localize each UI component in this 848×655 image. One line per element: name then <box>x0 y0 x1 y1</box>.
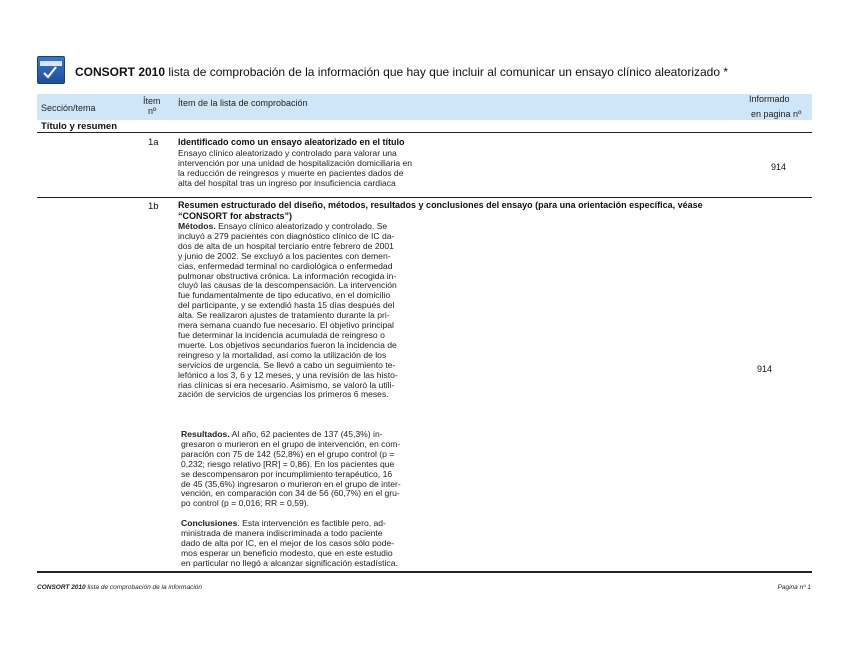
conclusions-text: . Esta intervención es factible pero, ad- ministrada de manera indiscriminada a todo paciente dado de alta por IC, en el mejor de los casos sólo pode- mos esperar un beneficio modesto, que en este estudio en particular no llegó a alcanzar significación estadística. <box>181 518 398 568</box>
page-title <box>75 65 728 79</box>
item-number: 1b <box>148 201 159 212</box>
title-rest: lista de comprobación de la información que hay que incluir al comunicar un ensayo clínico aleatorizado * <box>165 65 729 79</box>
col-reported-line1: Informado <box>749 94 790 104</box>
col-item-line1: Ítem <box>143 96 161 106</box>
section-title: Título y resumen <box>41 121 118 132</box>
table-header <box>37 94 812 120</box>
conclusions-paragraph <box>181 519 398 569</box>
title-bold: CONSORT 2010 <box>75 65 166 79</box>
footer-page: Pagina nº 1 <box>777 584 811 591</box>
divider <box>37 197 812 198</box>
item-heading-cont: “CONSORT for abstracts”) <box>178 211 293 221</box>
footer-left <box>37 584 202 591</box>
divider <box>37 132 812 133</box>
conclusions-label: Conclusiones <box>181 518 238 528</box>
item-heading: Resumen estructurado del diseño, métodos, resultados y conclusiones del ensayo (para una orientación específica, véase <box>178 200 703 210</box>
item-body: Ensayo clínico aleatorizado y controlado para valorar una intervención por una unidad de hospitalización domiciliaria en la reducción de reingresos y muerte en pacientes dados de alta del hospital tras un ingreso por insuficiencia cardiaca <box>178 148 413 188</box>
footer-bold: CONSORT 2010 <box>37 584 86 591</box>
table-bottom-border <box>37 571 812 573</box>
methods-paragraph <box>178 222 398 400</box>
col-item-line2: nº <box>148 106 157 116</box>
results-text: Al año, 62 pacientes de 137 (45,3%) in- gresaron o murieron en el grupo de intervención, en com- paración con 75 de 142 (52,8%) en el grupo control (p = 0,232; riesgo relativo [RR] = 0,86). En los pacientes que se descompensaron por incumplimiento terapéutico, 16 de 45 (35,6%) ingresaron o murieron en el grupo de inter- vención, en comparación con 34 de 56 (60,7%) en el gru- po control (p = 0,016; RR = 0,59). <box>181 429 401 509</box>
results-paragraph <box>181 430 401 509</box>
item-number: 1a <box>148 137 159 148</box>
col-checklist: Ítem de la lista de comprobación <box>178 98 308 108</box>
item-heading: Identificado como un ensayo aleatorizado en el título <box>178 137 405 147</box>
consort-logo-icon <box>37 56 65 84</box>
methods-text: Ensayo clínico aleatorizado y controlado. Se incluyó a 279 pacientes con diagnóstico clínico de IC da- dos de alta de un hospital terciario entre febrero de 2001 y junio de 2002. Se excluyó a los pacientes con demen- cias, enfermedad terminal no cardiológica o enfermedad pulmonar obstructiva crónica. La información recogida in- cluyó las causas de la descompensación. La intervención fue fundamentalmente de tipo educativo, en el domicilio del participante, y se extendió hasta 15 días después del alta. Se realizaron ajustes de tratamiento durante la pri- mera semana cuando fue necesario. El objetivo principal fue determinar la incidencia acumulada de reingreso o muerte. Los objetivos secundarios fueron la incidencia de reingreso y la mortalidad, así como la utilización de los servicios de urgencia. Se llevó a cabo un seguimiento te- lefónico a los 3, 6 y 12 meses, y una revisión de las histo- rias clínicas si era necesario. Asimismo, se valoró la utili- zación de servicios de urgencias los primeros 6 meses. <box>178 221 398 400</box>
page-number: 914 <box>771 162 787 172</box>
methods-label: Métodos. <box>178 221 216 231</box>
results-label: Resultados. <box>181 429 230 439</box>
col-section: Sección/tema <box>41 103 96 113</box>
col-reported-line2: en pagina nº <box>751 109 802 119</box>
footer-rest: lista de comprobación de la información <box>85 584 202 591</box>
page-number: 914 <box>757 364 773 374</box>
